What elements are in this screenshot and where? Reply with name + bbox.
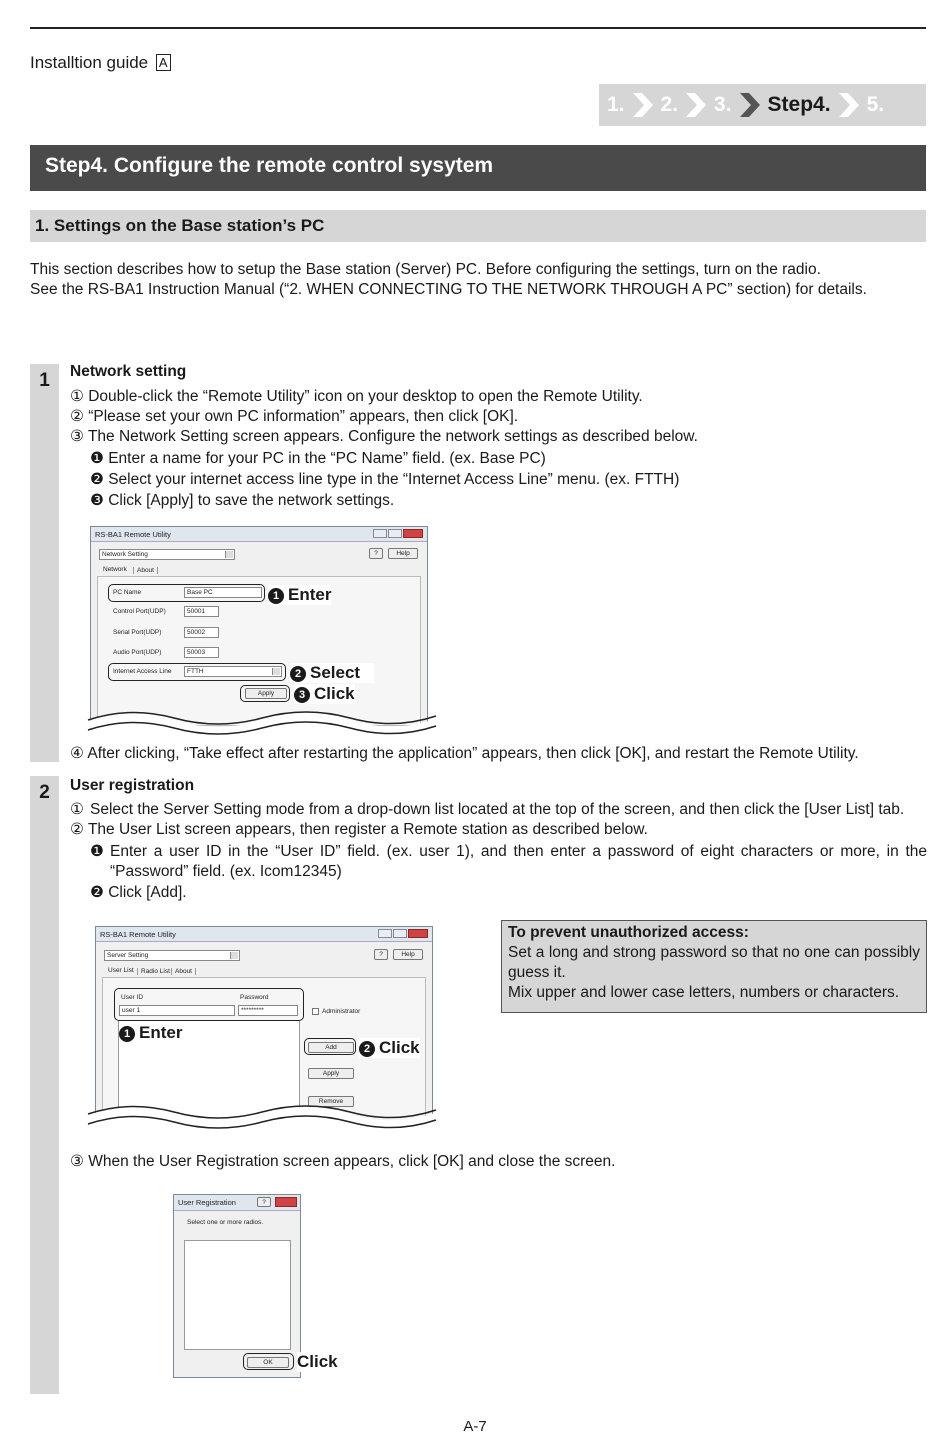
- list-item: [70, 1152, 930, 1172]
- maximize-icon[interactable]: [393, 929, 407, 938]
- help-question-button[interactable]: ?: [257, 1197, 271, 1207]
- close-icon[interactable]: [403, 529, 423, 538]
- highlight-oval: [108, 584, 265, 602]
- step-number: 1: [39, 370, 50, 391]
- password-field[interactable]: *********: [238, 1005, 298, 1016]
- intro-text: [30, 260, 930, 300]
- sub-mark: ❷: [90, 884, 104, 901]
- user-id-label: User ID: [121, 994, 144, 1001]
- tab-radio-list[interactable]: Radio List: [137, 968, 173, 975]
- highlight-oval: [243, 1353, 294, 1370]
- list-item: Double-click the “Remote Utility” icon on your desktop to open the Remote Utility.: [88, 388, 643, 405]
- highlight-oval: [304, 1038, 356, 1055]
- torn-edge: [86, 1100, 438, 1134]
- ok-button[interactable]: OK: [247, 1357, 289, 1368]
- item-mark: ③: [70, 1153, 84, 1170]
- help-button[interactable]: Help: [393, 949, 423, 960]
- maximize-icon[interactable]: [388, 529, 402, 538]
- administrator-checkbox[interactable]: [312, 1008, 319, 1015]
- step-1: 1.: [607, 93, 625, 116]
- window-controls: [373, 529, 423, 538]
- list-item-text: After clicking, “Take effect after restarting the application” appears, then click [OK], and restart the Remote Utility.: [87, 745, 859, 762]
- step-4-current: Step4.: [767, 93, 831, 116]
- callout-enter: [119, 1023, 186, 1043]
- list-item: Enter a user ID in the “User ID” field. (ex. user 1), and then enter a password of eight characters or more, in the “Password” field. (ex. Icom12345): [110, 843, 927, 880]
- warning-title: To prevent unauthorized access:: [508, 924, 749, 941]
- mode-select[interactable]: Network Setting: [99, 549, 235, 560]
- window-controls: [378, 929, 428, 938]
- tab-about[interactable]: About: [133, 567, 158, 574]
- tab-network[interactable]: Network: [103, 566, 127, 573]
- password-label: Password: [240, 994, 269, 1001]
- radio-list-box[interactable]: [184, 1240, 291, 1350]
- help-question-button[interactable]: ?: [374, 949, 388, 960]
- audio-port-label: Audio Port(UDP): [113, 649, 162, 656]
- callout-click: [359, 1038, 420, 1058]
- chevron-icon: [631, 92, 655, 118]
- control-port-label: Control Port(UDP): [113, 608, 166, 615]
- pc-name-field[interactable]: Base PC: [184, 587, 262, 598]
- user-registration-dialog: [173, 1194, 301, 1378]
- sub-mark: ❸: [90, 492, 104, 509]
- user-id-field[interactable]: user 1: [119, 1005, 235, 1016]
- highlight-oval: [240, 685, 290, 702]
- step-5: 5.: [866, 93, 885, 116]
- minimize-icon[interactable]: [378, 929, 392, 938]
- pc-name-label: PC Name: [113, 589, 142, 596]
- tab-about[interactable]: About: [171, 968, 196, 975]
- callout-number: 2: [290, 666, 306, 682]
- callout-text: Click: [379, 1038, 420, 1057]
- callout-text: Enter: [288, 585, 332, 604]
- add-button[interactable]: Add: [308, 1042, 354, 1053]
- step-title: User registration: [70, 777, 195, 794]
- help-button[interactable]: Help: [388, 548, 418, 559]
- list-item: Select your internet access line type in the “Internet Access Line” menu. (ex. FTTH): [108, 471, 680, 488]
- item-mark: ①: [70, 801, 84, 818]
- item-mark: ③: [70, 428, 84, 445]
- apply-button[interactable]: Apply: [308, 1068, 354, 1079]
- sub-mark: ❷: [90, 471, 104, 488]
- callout-select: [290, 663, 374, 683]
- step-2: 2.: [660, 93, 679, 116]
- minimize-icon[interactable]: [373, 529, 387, 538]
- callout-click: [294, 684, 355, 704]
- step-title: Network setting: [70, 363, 187, 380]
- list-item: The User List screen appears, then register a Remote station as described below.: [87, 821, 648, 838]
- section-heading: 1. Settings on the Base station’s PC: [30, 210, 926, 242]
- item-mark: ②: [70, 408, 84, 425]
- callout-click: Click: [297, 1352, 338, 1371]
- list-item: The Network Setting screen appears. Configure the network settings as described below.: [87, 428, 698, 445]
- callout-number: 2: [359, 1041, 375, 1057]
- close-icon[interactable]: [408, 929, 428, 938]
- tab-user-list[interactable]: User List: [108, 967, 134, 974]
- guide-mark: A: [156, 54, 171, 71]
- warning-text: Mix upper and lower case letters, numbers or characters.: [508, 984, 900, 1001]
- item-mark: ②: [70, 821, 84, 838]
- warning-box: [501, 920, 927, 1013]
- prompt-text: Select one or more radios.: [187, 1219, 264, 1226]
- item-mark: ④: [70, 745, 84, 762]
- chevron-icon: [738, 92, 762, 118]
- step-bar: [30, 364, 59, 762]
- step2-content: [70, 776, 927, 903]
- access-line-select[interactable]: FTTH: [184, 666, 282, 677]
- step1-content: [70, 362, 930, 511]
- audio-port-field[interactable]: 50003: [184, 647, 219, 658]
- intro-line: This section describes how to setup the Base station (Server) PC. Before configuring the settings, turn on the radio.: [30, 261, 821, 278]
- sub-mark: ❶: [90, 843, 104, 860]
- page-number: A-7: [463, 1418, 487, 1435]
- warning-text: Set a long and strong password so that no one can possibly guess it.: [508, 944, 920, 981]
- highlight-oval: [114, 988, 304, 1021]
- callout-text: Click: [314, 684, 355, 703]
- window-title: RS-BA1 Remote Utility: [100, 929, 176, 939]
- control-port-field[interactable]: 50001: [184, 606, 219, 617]
- list-item: Click [Add].: [108, 884, 187, 901]
- list-item: Enter a name for your PC in the “PC Name” field. (ex. Base PC): [108, 450, 546, 467]
- guide-label: Installtion guide A: [30, 53, 171, 73]
- item-mark: ①: [70, 388, 84, 405]
- highlight-oval: [108, 663, 286, 681]
- list-item-text: When the User Registration screen appears, click [OK] and close the screen.: [88, 1153, 616, 1170]
- sub-mark: ❶: [90, 450, 104, 467]
- page-title: Step4. Configure the remote control sysytem: [30, 145, 926, 191]
- step-number: 2: [39, 782, 50, 803]
- mode-select[interactable]: Server Setting: [104, 950, 240, 961]
- torn-edge: [86, 706, 438, 740]
- callout-number: 3: [294, 687, 310, 703]
- window-title: User Registration: [178, 1198, 236, 1207]
- help-question-button[interactable]: ?: [369, 548, 383, 559]
- access-line-label: Internet Access Line: [113, 668, 172, 675]
- remove-button[interactable]: Remove: [308, 1096, 354, 1107]
- administrator-label: Administrator: [322, 1008, 361, 1015]
- serial-port-label: Serial Port(UDP): [113, 629, 162, 636]
- callout-enter: [268, 585, 331, 605]
- serial-port-field[interactable]: 50002: [184, 627, 219, 638]
- close-icon[interactable]: [275, 1197, 297, 1207]
- callout-text: Enter: [139, 1023, 183, 1042]
- callout-text: Select: [310, 663, 361, 682]
- intro-line: See the RS-BA1 Instruction Manual (“2. WHEN CONNECTING TO THE NETWORK THROUGH A PC” section) for details.: [30, 281, 867, 298]
- list-item: Click [Apply] to save the network settings.: [108, 492, 395, 509]
- step-3: 3.: [714, 93, 732, 116]
- callout-number: 1: [268, 588, 284, 604]
- chevron-icon: [837, 92, 861, 118]
- list-item: [70, 744, 930, 764]
- window-title: RS-BA1 Remote Utility: [95, 529, 171, 539]
- top-rule: [30, 27, 926, 29]
- list-item: Select the Server Setting mode from a drop-down list located at the top of the screen, and then click the [User List] tab.: [90, 801, 905, 818]
- callout-number: 1: [119, 1026, 135, 1042]
- apply-button[interactable]: Apply: [245, 688, 287, 699]
- step-bar: [30, 776, 59, 1394]
- step-indicator: [599, 84, 926, 126]
- chevron-icon: [684, 92, 708, 118]
- list-item: “Please set your own PC information” appears, then click [OK].: [88, 408, 519, 425]
